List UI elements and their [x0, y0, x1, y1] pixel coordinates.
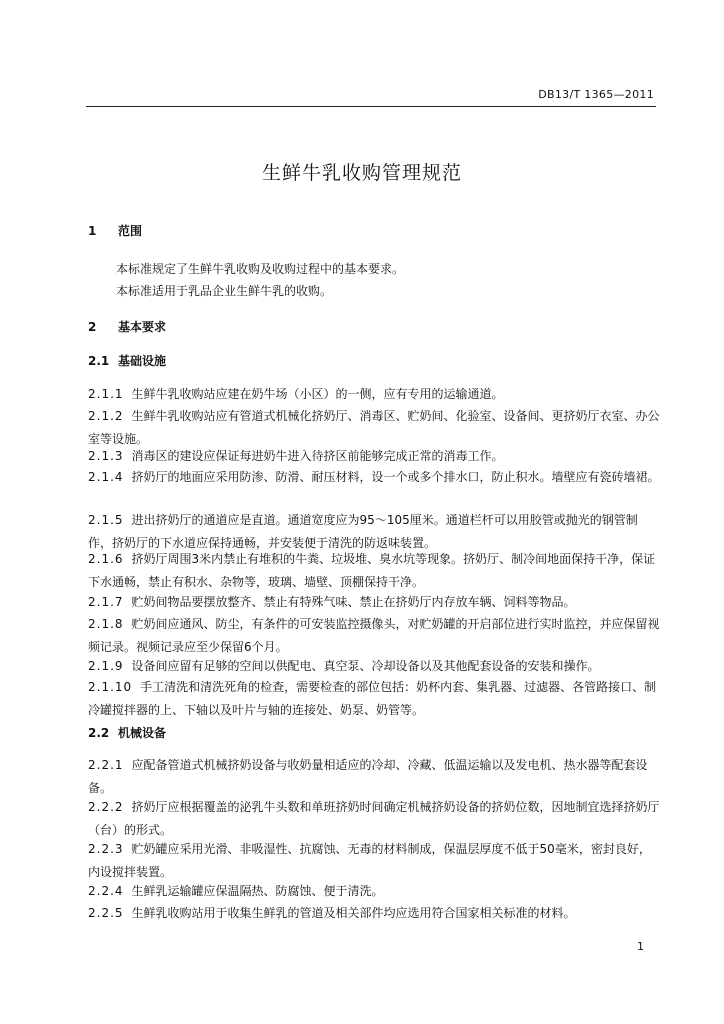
clause-number: 2.1.3 — [88, 449, 124, 463]
section-number: 1 — [88, 224, 97, 238]
clause-text: 挤奶厅应根据覆盖的泌乳牛头数和单班挤奶时间确定机械挤奶设备的挤奶位数，因地制宜选择挤奶厅（台）的形式。 — [88, 800, 660, 837]
section-number: 2.2 — [88, 726, 110, 740]
page-number: 1 — [637, 940, 644, 953]
section-heading-2-1 — [88, 352, 166, 369]
clause-2-1-7 — [88, 591, 660, 614]
clause-number: 2.1.6 — [88, 552, 124, 566]
standard-code: DB13/T 1365—2011 — [538, 88, 654, 101]
section-title: 范围 — [118, 224, 143, 238]
clause-2-2-5 — [88, 902, 660, 925]
clause-text: 生鲜乳运输罐应保温隔热、防腐蚀、便于清洗。 — [131, 884, 384, 898]
clause-2-1-1 — [88, 383, 660, 406]
document-title: 生鲜牛乳收购管理规范 — [261, 162, 462, 184]
clause-number: 2.1.8 — [88, 617, 124, 631]
clause-number: 2.1.7 — [88, 595, 124, 609]
section-title: 基础设施 — [118, 354, 167, 368]
clause-number: 2.2.5 — [88, 906, 124, 920]
clause-text: 生鲜乳收购站用于收集生鲜乳的管道及相关部件均应选用符合国家相关标准的材料。 — [131, 906, 576, 920]
scope-paragraph: 本标准规定了生鲜牛乳收购及收购过程中的基本要求。 — [116, 262, 405, 276]
clause-text: 贮奶罐应采用光滑、非吸湿性、抗腐蚀、无毒的材料制成，保温层厚度不低于50毫米，密封良好，内设搅拌装置。 — [88, 842, 651, 879]
clause-2-1-4 — [88, 466, 660, 489]
clause-text: 挤奶厅周围3米内禁止有堆积的牛粪、垃圾堆、臭水坑等现象。挤奶厅、制冷间地面保持干净，保证下水通畅，禁止有积水、杂物等，玻璃、墙壁、顶棚保持干净。 — [88, 552, 656, 589]
section-heading-1 — [88, 222, 142, 239]
clause-number: 2.2.1 — [88, 758, 124, 772]
clause-text: 贮奶间物品要摆放整齐、禁止有特殊气味、禁止在挤奶厅内存放车辆、饲料等物品。 — [131, 595, 576, 609]
clause-2-2-1 — [88, 754, 660, 800]
section-title: 基本要求 — [118, 320, 167, 334]
clause-2-2-2 — [88, 796, 660, 842]
clause-2-1-9 — [88, 655, 660, 678]
clause-2-1-8 — [88, 613, 660, 659]
clause-number: 2.1.5 — [88, 513, 124, 527]
clause-text: 生鲜牛乳收购站应有管道式机械化挤奶厅、消毒区、贮奶间、化验室、设备间、更挤奶厅衣室、办公室等设施。 — [88, 409, 660, 446]
clause-number: 2.1.9 — [88, 659, 124, 673]
section-heading-2-2 — [88, 724, 166, 741]
clause-2-2-4 — [88, 880, 660, 903]
clause-2-2-3 — [88, 838, 660, 884]
section-number: 2 — [88, 320, 97, 334]
section-title: 机械设备 — [118, 726, 167, 740]
clause-text: 应配备管道式机械挤奶设备与收奶量相适应的冷却、冷藏、低温运输以及发电机、热水器等配套设备。 — [88, 758, 648, 795]
header-rule — [86, 106, 656, 107]
clause-number: 2.2.2 — [88, 800, 124, 814]
clause-number: 2.2.3 — [88, 842, 124, 856]
clause-text: 挤奶厅的地面应采用防渗、防滑、耐压材料，设一个或多个排水口，防止积水。墙壁应有瓷砖墙裙。 — [131, 470, 660, 484]
clause-text: 设备间应留有足够的空间以供配电、真空泵、冷却设备以及其他配套设备的安装和操作。 — [131, 659, 600, 673]
scope-paragraph: 本标准适用于乳品企业生鲜牛乳的收购。 — [116, 284, 333, 298]
section-heading-2 — [88, 318, 166, 335]
clause-number: 2.1.2 — [88, 409, 124, 423]
section-number: 2.1 — [88, 354, 110, 368]
clause-number: 2.1.4 — [88, 470, 124, 484]
clause-2-1-3 — [88, 445, 660, 468]
clause-2-1-6 — [88, 548, 660, 594]
clause-number: 2.2.4 — [88, 884, 124, 898]
clause-text: 贮奶间应通风、防尘，有条件的可安装监控摄像头，对贮奶罐的开启部位进行实时监控，并应保留视频记录。视频记录应至少保留6个月。 — [88, 617, 660, 654]
clause-number: 2.1.1 — [88, 387, 124, 401]
clause-text: 消毒区的建设应保证每进奶牛进入待挤区前能够完成正常的消毒工作。 — [131, 449, 504, 463]
clause-2-1-10 — [88, 676, 660, 722]
clause-text: 生鲜牛乳收购站应建在奶牛场（小区）的一侧，应有专用的运输通道。 — [131, 387, 504, 401]
clause-text: 进出挤奶厅的通道应是直道。通道宽度应为95～105厘米。通道栏杆可以用胶管或抛光的钢管制作，挤奶厅的下水道应保持通畅，并安装便于清洗的防返味装置。 — [88, 513, 638, 550]
clause-text: 手工清洗和清洗死角的检查，需要检查的部位包括：奶杯内套、集乳器、过滤器、各管路接口、制冷罐搅拌器的上、下轴以及叶片与轴的连接处、奶泵、奶管等。 — [88, 680, 657, 717]
clause-number: 2.1.10 — [88, 680, 133, 694]
